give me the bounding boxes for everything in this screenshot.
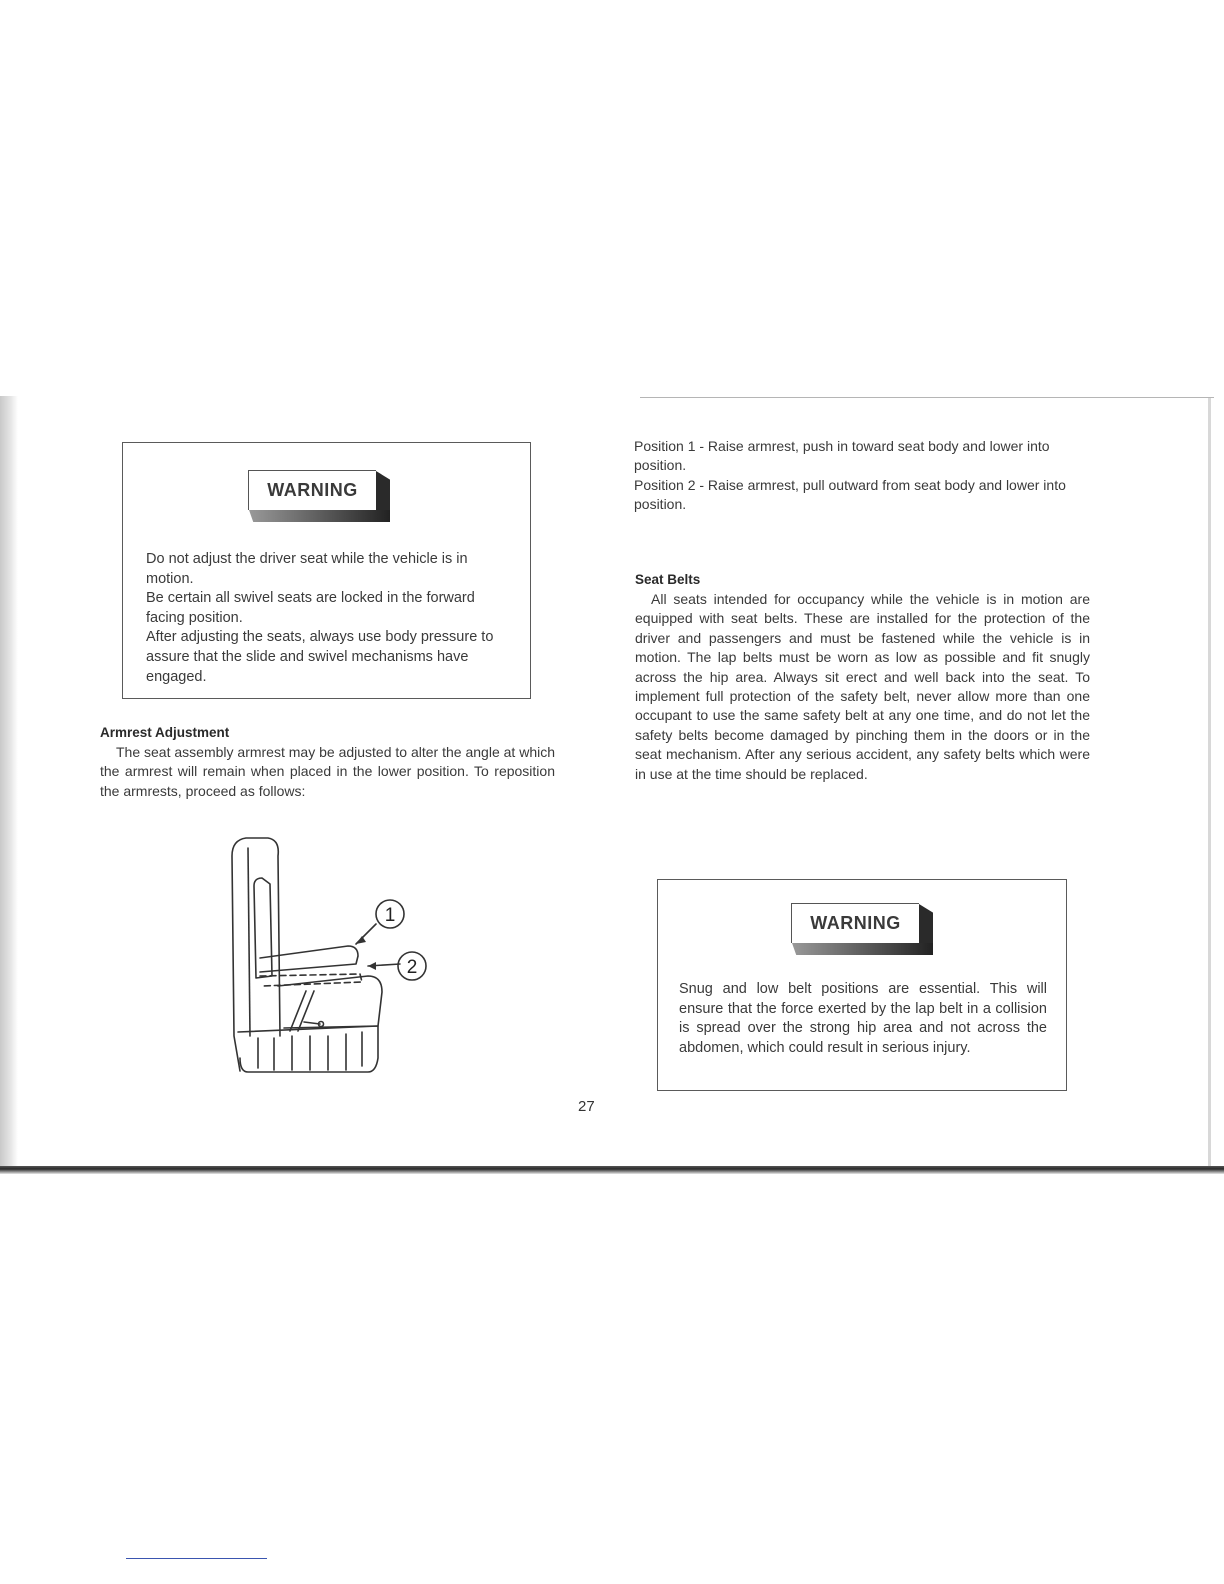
page-binding-edge — [0, 396, 18, 1172]
seat-belt-warning-paragraph: Snug and low belt positions are essential. This will ensure that the force exerted by the lap belt in a collision is spread over the strong hip area and not across the abdomen, which could result in serious injury. — [679, 981, 1047, 1056]
seat-belts-paragraph: All seats intended for occupancy while the vehicle is in motion are equipped with seat belts. These are installed for the protection of the driver and passengers and must be fastened while the vehicle is in motion. The lap belts must be worn as low as possible and fit snugly across the hip area. Always sit erect and well back into the seat. To implement full protection of the safety belt, never allow more than one occupant to use the same safety belt at any one time, and do not let the safety belts become damaged by pinching them in the doors or in the seat mechanism. After any serious accident, any safety belts which were in use at the time should be replaced. — [635, 591, 1090, 782]
callout-1: 1 — [384, 905, 396, 926]
seat-illustration — [228, 826, 438, 1076]
driver-seat-warning-box — [122, 442, 531, 699]
warning-paragraph: After adjusting the seats, always use body pressure to assure that the slide and swivel mechanisms have engaged. — [146, 629, 494, 685]
page-bottom-edge — [0, 1166, 1224, 1174]
armrest-adjustment-text — [100, 743, 555, 801]
position-2-text: Position 2 - Raise armrest, pull outward from seat body and lower into position. — [634, 476, 1066, 513]
armrest-paragraph: The seat assembly armrest may be adjusted to alter the angle at which the armrest will remain when placed in the lower position. To reposition the armrests, proceed as follows: — [100, 744, 555, 799]
page-number: 27 — [578, 1098, 595, 1115]
page-right-edge — [1208, 398, 1211, 1168]
armrest-positions — [634, 437, 1089, 515]
warning-label: WARNING — [248, 470, 376, 510]
callout-2: 2 — [406, 957, 418, 978]
seat-belts-text — [635, 590, 1090, 784]
position-1-text: Position 1 - Raise armrest, push in toward seat body and lower into position. — [634, 438, 1050, 474]
seat-belts-heading: Seat Belts — [635, 572, 701, 587]
warning-text — [679, 980, 1047, 1058]
warning-paragraph: Do not adjust the driver seat while the vehicle is in motion. — [146, 551, 468, 587]
page-top-edge — [640, 397, 1214, 398]
seat-armrest-figure — [228, 826, 438, 1081]
warning-label: WARNING — [791, 903, 919, 943]
warning-text — [146, 550, 509, 687]
armrest-adjustment-heading: Armrest Adjustment — [100, 725, 230, 740]
warning-paragraph: Be certain all swivel seats are locked in the forward facing position. — [146, 590, 475, 626]
seat-belt-warning-box — [657, 879, 1067, 1091]
footer-rule — [126, 1558, 267, 1559]
